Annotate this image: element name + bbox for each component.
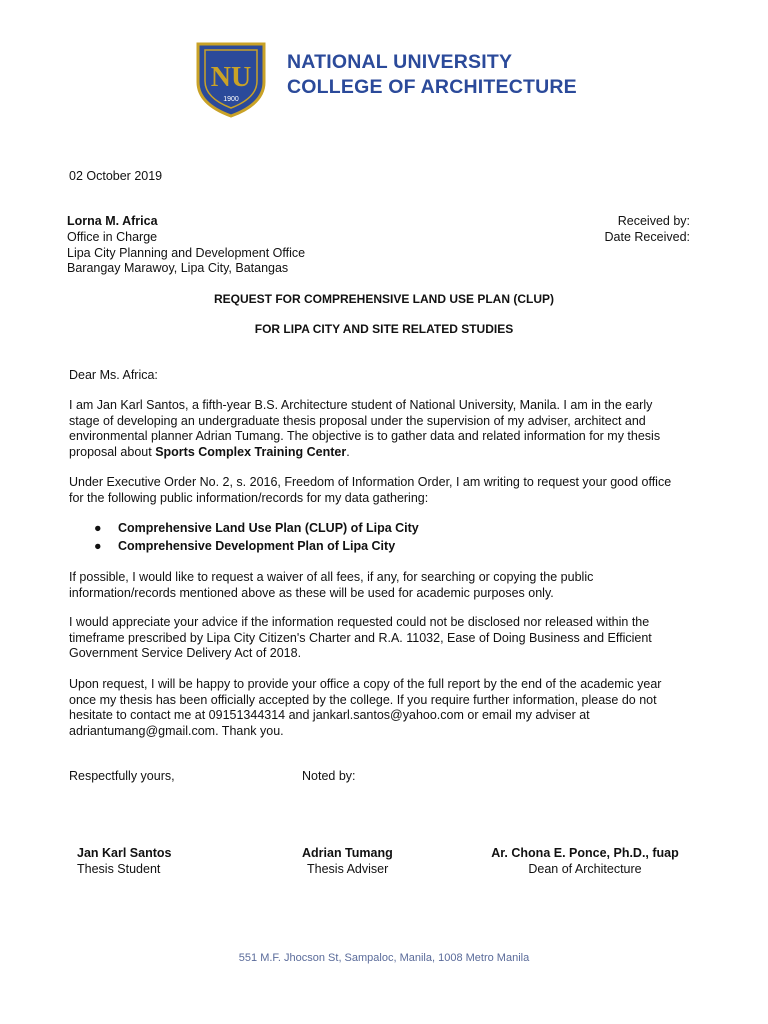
paragraph-line: I would appreciate your advice if the information requested could not be disclosed nor released within the <box>69 615 650 629</box>
letter-date: 02 October 2019 <box>69 169 163 183</box>
paragraph-introduction <box>69 398 709 460</box>
paragraph-foi-request <box>69 475 709 506</box>
paragraph-line: adriantumang@gmail.com. Thank you. <box>69 723 284 738</box>
paragraph-line: timeframe prescribed by Lipa City Citizen's Charter and R.A. 11032, Ease of Doing Business and Efficient <box>69 630 652 645</box>
signatory-name-student: Jan Karl Santos <box>77 846 172 860</box>
recipient-address: Barangay Marawoy, Lipa City, Batangas <box>67 261 289 275</box>
salutation: Dear Ms. Africa: <box>69 368 158 382</box>
paragraph-line: Under Executive Order No. 2, s. 2016, Freedom of Information Order, I am writing to request your good office <box>69 475 672 489</box>
paragraph-line: Government Service Delivery Act of 2018. <box>69 646 302 660</box>
svg-text:NU: NU <box>210 62 252 93</box>
request-title-line1: REQUEST FOR COMPREHENSIVE LAND USE PLAN (CLUP) <box>213 292 555 306</box>
list-item-text: Comprehensive Land Use Plan (CLUP) of Lipa City <box>118 521 419 535</box>
received-by-label: Received by: <box>617 214 690 228</box>
bullet-icon: ● <box>94 521 102 535</box>
paragraph-line: hesitate to contact me at 09151344314 and jankarl.santos@yahoo.com or email my adviser at <box>69 708 590 722</box>
paragraph-line: stage of developing an undergraduate thesis proposal under the supervision of my adviser, architect and <box>69 413 646 428</box>
svg-text:1900: 1900 <box>223 96 239 103</box>
request-title-line2: FOR LIPA CITY AND SITE RELATED STUDIES <box>254 322 514 336</box>
signatory-role-dean: Dean of Architecture <box>528 862 642 876</box>
paragraph-advice <box>69 615 709 662</box>
paragraph-line: environmental planner Adrian Tumang. The objective is to gather data and related information for my thesis <box>69 429 661 443</box>
recipient-position: Office in Charge <box>67 230 158 244</box>
paragraph-closing <box>69 677 709 739</box>
date-received-label: Date Received: <box>604 230 690 244</box>
footer-address: 551 M.F. Jhocson St, Sampaloc, Manila, 1008 Metro Manila <box>238 952 530 964</box>
paragraph-line: information/records mentioned above as these will be used for academic purposes only. <box>69 585 554 600</box>
paragraph-line <box>69 445 709 461</box>
closing-noted-by: Noted by: <box>302 769 356 783</box>
line-text: . <box>346 444 350 459</box>
signatory-name-adviser: Adrian Tumang <box>302 846 393 860</box>
paragraph-fee-waiver <box>69 570 709 601</box>
paragraph-line: for the following public information/records for my data gathering: <box>69 490 429 505</box>
paragraph-line: once my thesis has been officially accepted by the college. If you require further information, please do not <box>69 692 657 707</box>
signatory-role-student: Thesis Student <box>77 862 161 876</box>
line-text: proposal about <box>69 444 156 459</box>
list-item <box>94 521 419 535</box>
closing-respectfully: Respectfully yours, <box>69 769 175 783</box>
bullet-icon: ● <box>94 539 102 553</box>
signatory-role-adviser: Thesis Adviser <box>307 862 389 876</box>
paragraph-line: Upon request, I will be happy to provide your office a copy of the full report by the end of the academic year <box>69 677 662 691</box>
university-name: NATIONAL UNIVERSITY <box>287 51 513 73</box>
paragraph-line: I am Jan Karl Santos, a fifth-year B.S. Architecture student of National University, Manila. I am in the early <box>69 398 653 412</box>
signatory-name-dean: Ar. Chona E. Ponce, Ph.D., fuap <box>491 846 679 860</box>
thesis-topic: Sports Complex Training Center <box>155 444 347 459</box>
paragraph-line: If possible, I would like to request a waiver of all fees, if any, for searching or copying the public <box>69 570 594 584</box>
recipient-name: Lorna M. Africa <box>67 214 158 228</box>
list-item-text: Comprehensive Development Plan of Lipa City <box>118 539 396 553</box>
list-item <box>94 539 395 553</box>
college-name: COLLEGE OF ARCHITECTURE <box>287 76 577 98</box>
university-crest-logo <box>194 38 268 118</box>
recipient-office: Lipa City Planning and Development Office <box>67 246 306 260</box>
